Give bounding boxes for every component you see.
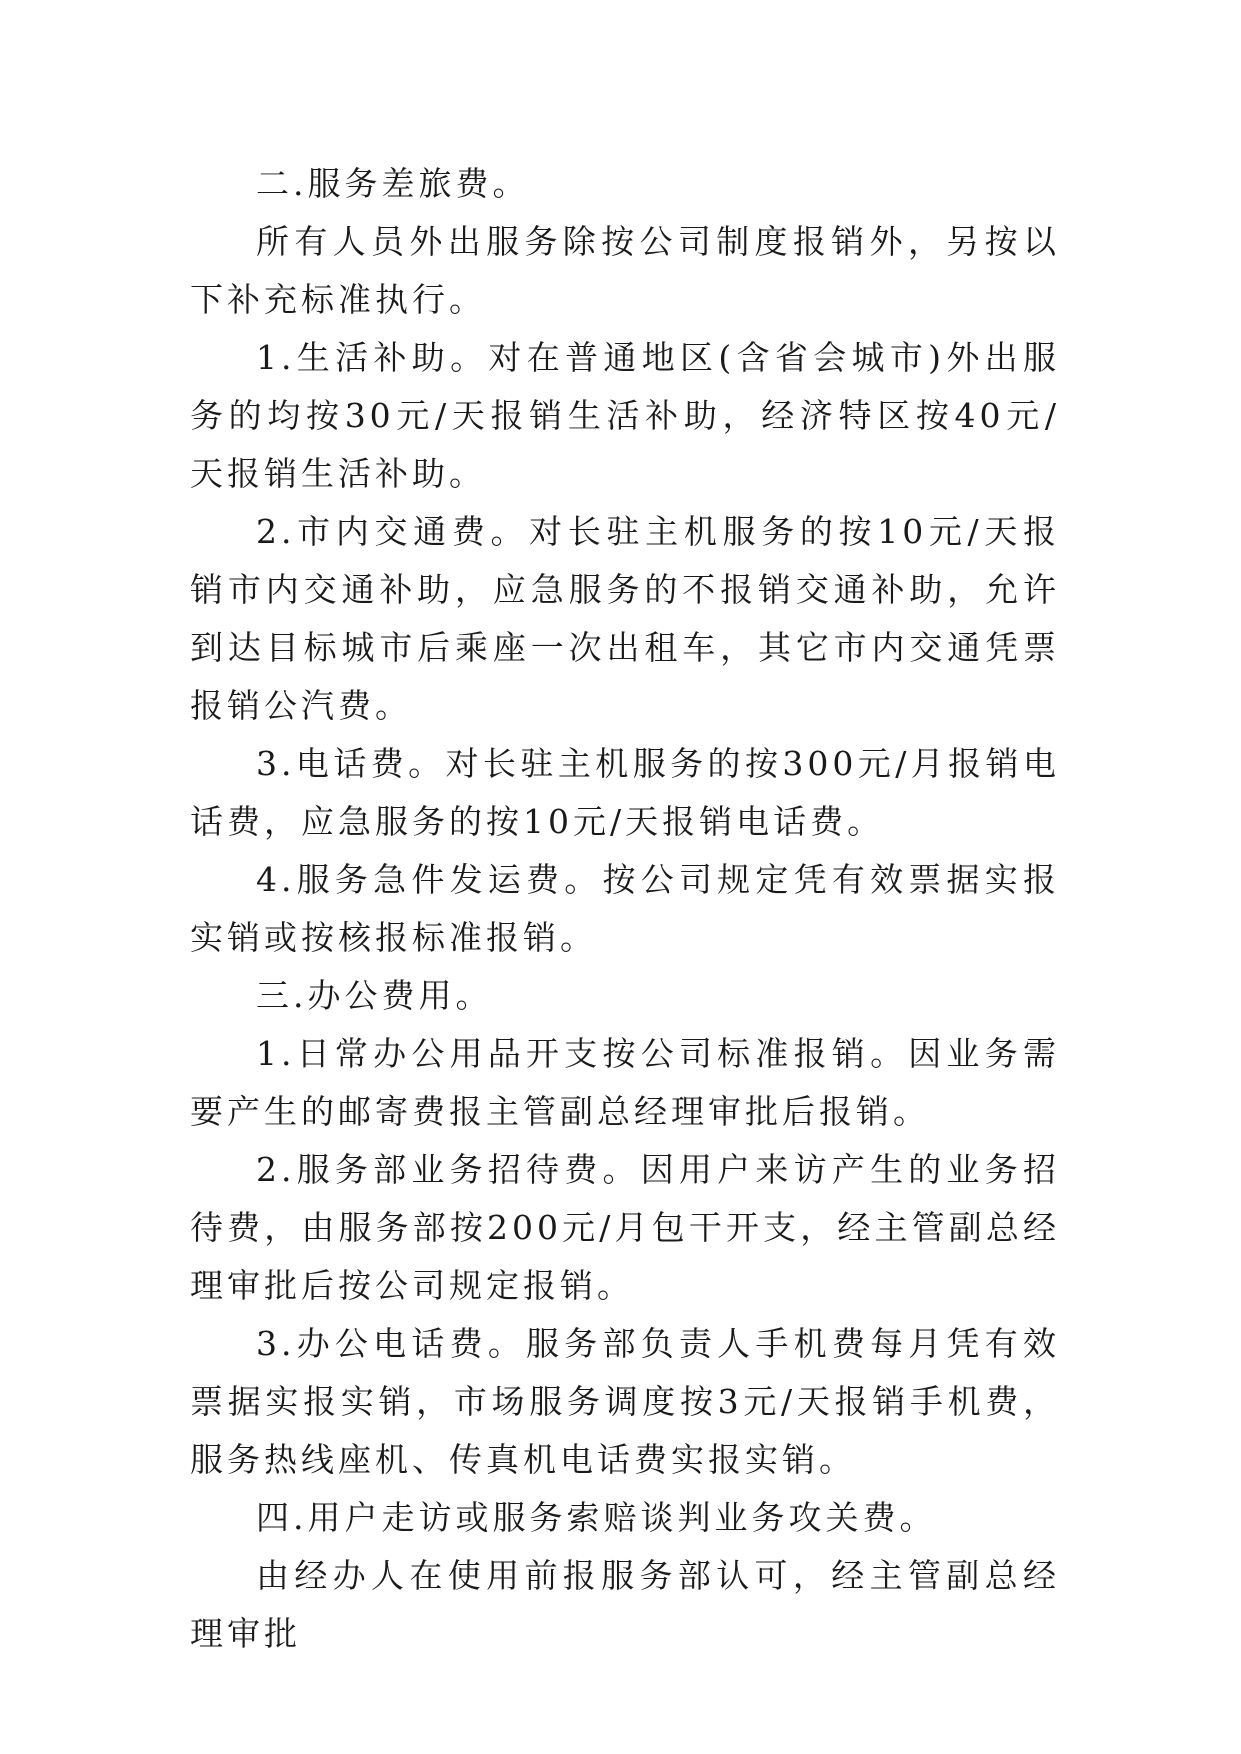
paragraph-visits-approval: 由经办人在使用前报服务部认可，经主管副总经理审批 [190, 1556, 1060, 1653]
section-heading-visits: 四.用户走访或服务索赔谈判业务攻关费。 [256, 1498, 937, 1537]
paragraph-office-supplies: 1.日常办公用品开支按公司标准报销。因业务需要产生的邮寄费报主管副总经理审批后报销。 [190, 1034, 1060, 1131]
paragraph-travel-intro: 所有人员外出服务除按公司制度报销外，另按以下补充标准执行。 [190, 222, 1060, 319]
paragraph-phone-fee: 3.电话费。对长驻主机服务的按300元/月报销电话费，应急服务的按10元/天报销电话费。 [190, 744, 1060, 841]
section-heading-travel: 二.服务差旅费。 [256, 164, 530, 203]
paragraph-entertainment: 2.服务部业务招待费。因用户来访产生的业务招待费，由服务部按200元/月包干开支，经主管副总经理审批后按公司规定报销。 [190, 1150, 1060, 1305]
paragraph-local-transport: 2.市内交通费。对长驻主机服务的按10元/天报销市内交通补助，应急服务的不报销交通补助，允许到达目标城市后乘座一次出租车，其它市内交通凭票报销公汽费。 [190, 512, 1060, 725]
section-heading-office: 三.办公费用。 [256, 976, 493, 1015]
paragraph-office-phone: 3.办公电话费。服务部负责人手机费每月凭有效票据实报实销，市场服务调度按3元/天报销手机费，服务热线座机、传真机电话费实报实销。 [190, 1324, 1060, 1479]
document-body [190, 155, 1060, 1663]
paragraph-express-shipping: 4.服务急件发运费。按公司规定凭有效票据实报实销或按核报标准报销。 [190, 860, 1060, 957]
paragraph-living-allowance: 1.生活补助。对在普通地区(含省会城市)外出服务的均按30元/天报销生活补助，经济特区按40元/天报销生活补助。 [190, 338, 1060, 493]
